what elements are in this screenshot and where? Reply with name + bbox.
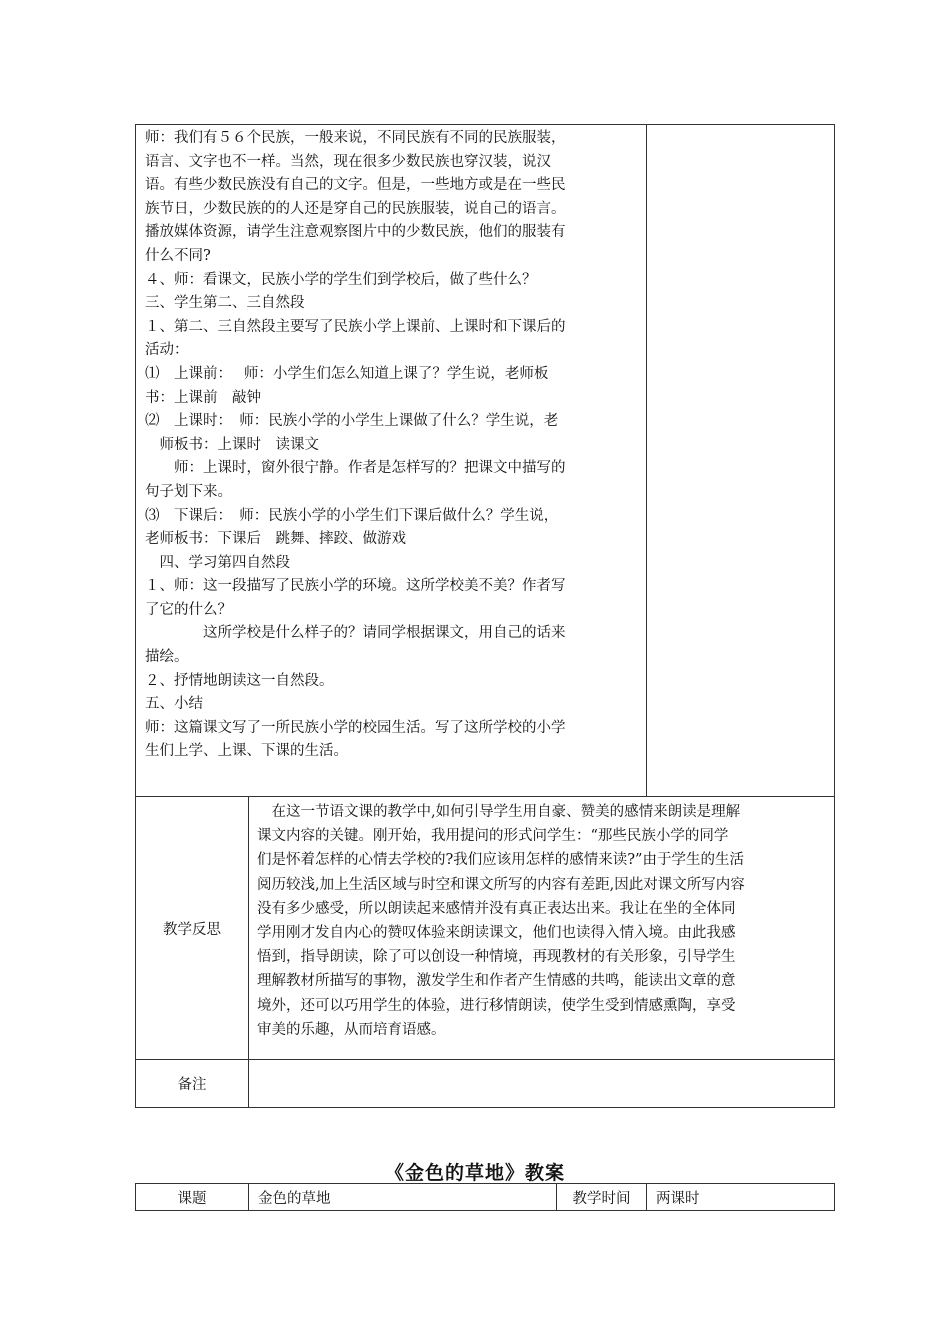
time-value: 两课时: [647, 1184, 835, 1211]
text-line: １、第二、三自然段主要写了民族小学上课前、上课时和下课后的: [145, 318, 566, 335]
text-line: 师：我们有５６个民族，一般来说，不同民族有不同的民族服装，: [145, 130, 566, 146]
text-line: 这所学校是什么样子的？请同学根据课文，用自己的话来: [145, 625, 566, 642]
text-line: 悟到，指导朗读，除了可以创设一种情境，再现教材的有关形象，引导学生: [257, 949, 736, 966]
text-line: 生们上学、上课、下课的生活。: [145, 743, 348, 760]
teaching-process-cell: [136, 125, 647, 797]
text-line: 四、学习第四自然段: [145, 554, 290, 571]
text-line: 理解教材所描写的事物，激发学生和作者产生情感的共鸣，能读出文章的意: [257, 973, 736, 990]
text-line: 活动：: [145, 342, 189, 359]
lesson-plan-table: [135, 124, 835, 1108]
reflection-label: 教学反思: [136, 797, 249, 1060]
text-line: 描绘。: [145, 649, 189, 666]
text-line: 老师板书：下课后 跳舞、摔跤、做游戏: [145, 531, 406, 548]
text-line: 语言、文字也不一样。当然，现在很多少数民族也穿汉装，说汉: [145, 153, 551, 170]
text-line: 了它的什么？: [145, 601, 232, 618]
next-lesson-header-table: [135, 1183, 835, 1211]
text-line: ⑴ 上课前： 师：小学生们怎么知道上课了？学生说，老师板: [145, 365, 549, 382]
text-line: 语。有些少数民族没有自己的文字。但是，一些地方或是在一些民: [145, 177, 566, 194]
text-line: 审美的乐趣，从而培育语感。: [257, 1021, 446, 1038]
text-line: ⑵ 上课时： 师：民族小学的小学生上课做了什么？学生说，老: [145, 413, 559, 430]
text-line: 师：这篇课文写了一所民族小学的校园生活。写了这所学校的小学: [145, 719, 566, 736]
text-line: 课文内容的关键。刚开始，我用提问的形式问学生：“那些民族小学的同学: [257, 828, 729, 845]
teaching-process-text: [145, 127, 638, 764]
text-line: 族节日，少数民族的的人还是穿自己的民族服装，说自己的语言。: [145, 200, 566, 217]
reflection-cell: [249, 797, 835, 1060]
text-line: ４、师：看课文，民族小学的学生们到学校后，做了些什么？: [145, 271, 537, 288]
text-line: 书：上课前 敲钟: [145, 389, 261, 406]
topic-label: 课题: [136, 1184, 249, 1211]
text-line: 们是怀着怎样的心情去学校的?我们应该用怎样的感情来读?”由于学生的生活: [257, 852, 744, 869]
topic-value: 金色的草地: [249, 1184, 557, 1211]
text-line: 学用刚才发自内心的赞叹体验来朗读课文，他们也读得入情入境。由此我感: [257, 925, 736, 942]
reflection-text: [257, 800, 826, 1042]
text-line: １、师：这一段描写了民族小学的环境。这所学校美不美？作者写: [145, 578, 566, 595]
text-line: 句子划下来。: [145, 483, 232, 500]
text-line: 没有多少感受，所以朗读起来感情并没有真正表达出来。我让在坐的全体同: [257, 900, 736, 917]
text-line: 境外，还可以巧用学生的体验，进行移情朗读，使学生受到情感熏陶，享受: [257, 997, 736, 1014]
remarks-label: 备注: [136, 1060, 249, 1108]
text-line: 师板书：上课时 读课文: [145, 436, 319, 453]
text-line: 阅历较浅,加上生活区域与时空和课文所写的内容有差距,因此对课文所写内容: [257, 876, 745, 893]
text-line: 三、学生第二、三自然段: [145, 295, 305, 312]
text-line: 在这一节语文课的教学中,如何引导学生用自豪、赞美的感情来朗读是理解: [257, 804, 741, 820]
side-notes-cell: [647, 125, 835, 797]
text-line: 播放媒体资源，请学生注意观察图片中的少数民族，他们的服装有: [145, 224, 566, 241]
text-line: 五、小结: [145, 696, 203, 713]
next-lesson-title: 《金色的草地》教案: [384, 1162, 565, 1184]
text-line: 什么不同?: [145, 247, 211, 264]
time-label: 教学时间: [557, 1184, 647, 1211]
remarks-value: [249, 1060, 835, 1108]
text-line: 师：上课时，窗外很宁静。作者是怎样写的？把课文中描写的: [145, 460, 566, 477]
text-line: ⑶ 下课后： 师：民族小学的小学生们下课后做什么？学生说，: [145, 507, 559, 524]
text-line: ２、抒情地朗读这一自然段。: [145, 672, 334, 689]
